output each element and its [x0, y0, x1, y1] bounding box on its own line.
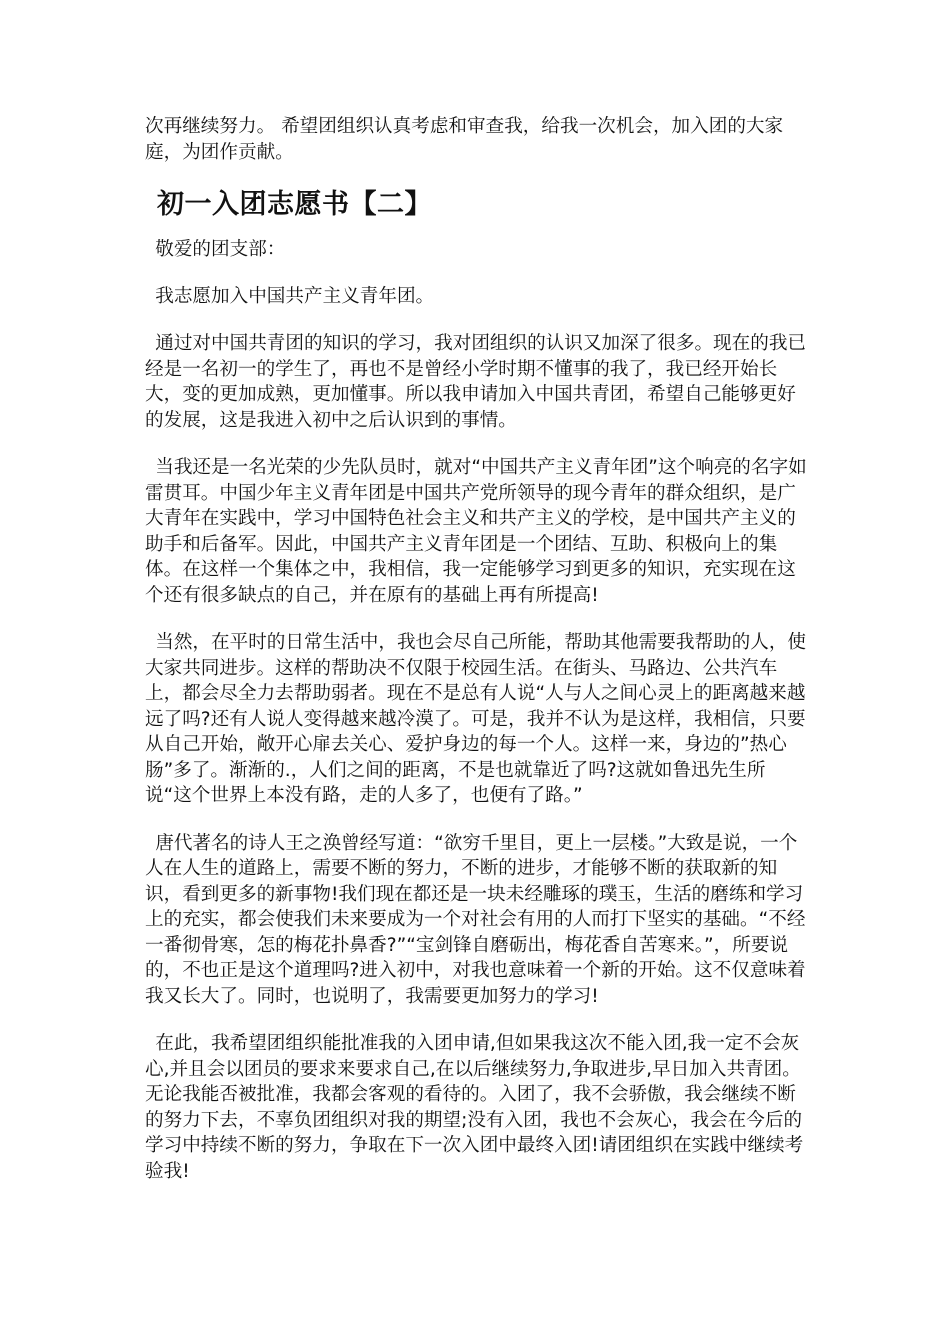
- paragraph-2: 通过对中国共青团的知识的学习，我对团组织的认识又加深了很多。现在的我已经是一名初一的学生了，再也不是曾经小学时期不懂事的我了，我已经开始长大，变的更加成熟，更加懂事。所以我申请加入中国共青团，希望自己能够更好的发展，这是我进入初中之后认识到的事情。: [145, 333, 807, 431]
- paragraph-4: 当然，在平时的日常生活中，我也会尽自己所能，帮助其他需要我帮助的人，使大家共同进步。这样的帮助决不仅限于校园生活。在街头、马路边、公共汽车上，都会尽全力去帮助弱者。现在不是总有人说“人与人之间心灵上的距离越来越远了吗?还有人说人变得越来越冷漠了。可是，我并不认为是这样，我相信，只要从自己开始，敞开心扉去关心、爱护身边的每一个人。这样一来，身边的”热心肠”多了。渐渐的.，人们之间的距离，不是也就靠近了吗?这就如鲁迅先生所说“这个世界上本没有路，走的人多了，也便有了路。”: [145, 632, 807, 806]
- intro-paragraph: 次再继续努力。 希望团组织认真考虑和审查我，给我一次机会，加入团的大家庭，为团作贡献。: [145, 116, 784, 163]
- paragraph-3: 当我还是一名光荣的少先队员时，就对“中国共产主义青年团”这个响亮的名字如雷贯耳。中国少年主义青年团是中国共产党所领导的现今青年的群众组织，是广大青年在实践中，学习中国特色社会主义和共产主义的学校，是中国共产主义的助手和后备军。因此，中国共产主义青年团是一个团结、互助、积极向上的集体。在这样一个集体之中，我相信，我一定能够学习到更多的知识，充实现在这个还有很多缺点的自己，并在原有的基础上再有所提高!: [145, 457, 807, 606]
- paragraph-6: 在此，我希望团组织能批准我的入团申请,但如果我这次不能入团,我一定不会灰心,并且会以团员的要求来要求自己,在以后继续努力,争取进步,早日加入共青团。无论我能否被批准，我都会客观的看待的。入团了，我不会骄傲，我会继续不断的努力下去，不辜负团组织对我的期望;没有入团，我也不会灰心，我会在今后的学习中持续不断的努力，争取在下一次入团中最终入团!请团组织在实践中继续考验我!: [145, 1033, 804, 1182]
- paragraph-1: 我志愿加入中国共产主义青年团。: [155, 285, 435, 307]
- salutation: 敬爱的团支部：: [155, 239, 286, 260]
- section-heading: 初一入团志愿书【二】: [157, 189, 432, 220]
- paragraph-5: 唐代著名的诗人王之涣曾经写道：“欲穷千里目，更上一层楼。”大致是说，一个人在人生的道路上，需要不断的努力，不断的进步，才能够不断的获取新的知识，看到更多的新事物!我们现在都还是一块未经雕琢的璞玉，生活的磨练和学习上的充实，都会使我们未来要成为一个对社会有用的人而打下坚实的基础。“不经一番彻骨寒，怎的梅花扑鼻香?”“宝剑锋自磨砺出，梅花香自苦寒来。”，所要说的，不也正是这个道理吗?进入初中，对我也意味着一个新的开始。这不仅意味着我又长大了。同时，也说明了，我需要更加努力的学习!: [145, 832, 806, 1007]
- document-page: [145, 114, 809, 1184]
